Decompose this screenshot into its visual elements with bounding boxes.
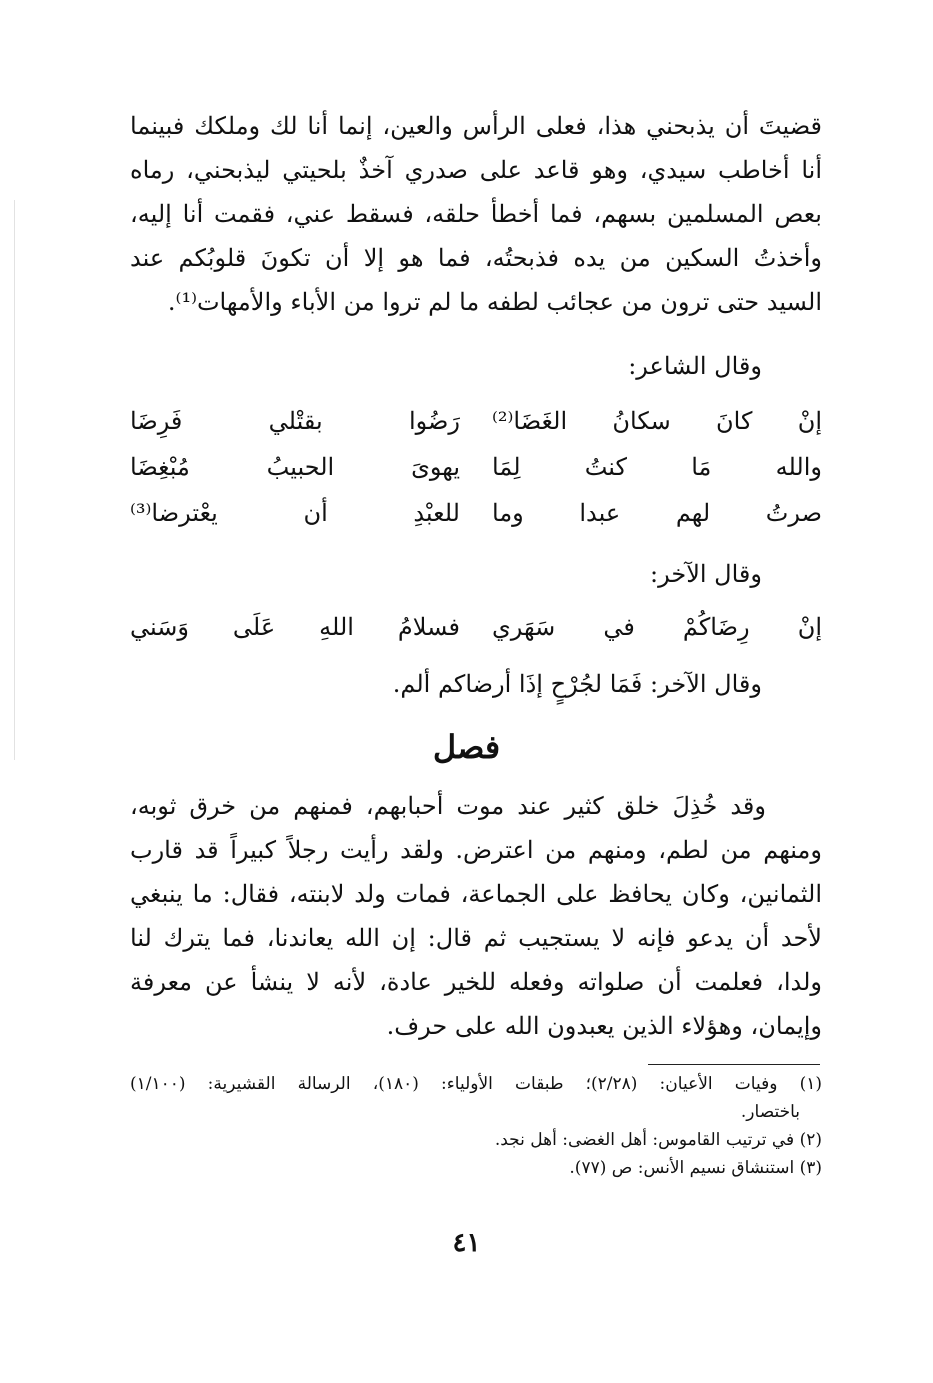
- paragraph-line: لأحد أن يدعو فإنه لا يستجيب ثم قال: إن الله يعاندنا، فما يترك لنا: [130, 924, 822, 952]
- verse-second-hemistich: يهوىَ الحبيبُ مُبْغِضَا: [130, 453, 460, 481]
- paragraph-line: ولدا، فعلمت أن صلواته وفعله للخير عادة، لأنه لا ينشأ عن معرفة: [130, 968, 822, 996]
- verse-row: [130, 398, 822, 444]
- verse-second-hemistich: للعبْدِ أن يعْترضا⁽³⁾: [130, 499, 460, 527]
- page-number: ٤١: [452, 1228, 481, 1258]
- poet-intro: وقال الشاعر:: [628, 352, 762, 380]
- verse-second-hemistich: فسلامُ اللهِ عَلَى وَسَني: [130, 613, 460, 641]
- other-intro-block: [130, 552, 822, 596]
- verse-first-hemistich: إنْ كانَ سكانُ الغَضَا⁽²⁾: [492, 407, 822, 435]
- verse-first-hemistich: والله مَا كنتُ لِمَا: [492, 453, 822, 481]
- poem-2: [130, 604, 822, 650]
- paragraph-line: وإيمان، وهؤلاء الذين يعبدون الله على حرف.: [386, 1012, 822, 1040]
- section-heading: فصل: [432, 728, 501, 766]
- verse-row: [130, 604, 822, 650]
- verse-row: [130, 490, 822, 536]
- verse-first-hemistich: صرتُ لهم عبدا وما: [492, 499, 822, 527]
- paragraph-1: [130, 104, 822, 324]
- footnote-divider: [648, 1064, 820, 1065]
- footnote: (٢) في ترتيب القاموس: أهل الغضى: أهل نجد.: [494, 1130, 822, 1150]
- other-line: وقال الآخر: فَمَا لجُرْحٍ إذَا أرضاكم ألم.: [392, 670, 762, 698]
- footnote-continuation: باختصار.: [740, 1102, 800, 1122]
- paragraph-line: وقد خُذِلَ خلق كثير عند موت أحبابهم، فمنهم من خرق ثوبه،: [130, 792, 766, 820]
- footnote: (٣) استنشاق نسيم الأنس: ص (٧٧).: [569, 1158, 822, 1178]
- paragraph-line: الثمانين، وكان يحافظ على الجماعة، فمات ولد لابنته، فقال: ما ينبغي: [130, 880, 822, 908]
- verse-row: [130, 444, 822, 490]
- paragraph-2: [130, 784, 822, 1048]
- paragraph-line: وأخذتُ السكين من يده فذبحتُه، فما هو إلا أن تكونَ قلوبُكم عند: [130, 244, 822, 272]
- footnote: (١) وفيات الأعيان: (٢/٢٨)؛ طبقات الأولياء: (١٨٠)، الرسالة القشيرية: (١/١٠٠): [130, 1074, 822, 1094]
- other-intro: وقال الآخر:: [650, 560, 762, 588]
- poem-1: [130, 398, 822, 536]
- paragraph-line: بعص المسلمين بسهم، فما أخطأ حلقه، فسقط عني، فقمت أنا إليه،: [130, 200, 822, 228]
- paragraph-line: ومنهم من لطم، ومنهم من اعترض. ولقد رأيت رجلاً كبيراً قد قارب: [130, 836, 822, 864]
- footnotes: [130, 1070, 822, 1182]
- verse-second-hemistich: رَضُوا بقتْلي فَرِضَا: [130, 407, 460, 435]
- verse-first-hemistich: إنْ رِضَاكُمْ في سَهَري: [492, 613, 822, 641]
- poet-intro-block: [130, 344, 822, 388]
- paragraph-line: السيد حتى ترون من عجائب لطفه ما لم تروا من الأباء والأمهات⁽¹⁾.: [167, 288, 822, 316]
- other-line-block: [130, 662, 822, 706]
- scan-margin-line: [14, 200, 15, 760]
- paragraph-line: قضيتَ أن يذبحني هذا، فعلى الرأس والعين، إنما أنا لك وملكك فبينما: [130, 112, 822, 140]
- paragraph-line: أنا أخاطب سيدي، وهو قاعد على صدري آخذٌ بلحيتي ليذبحني، رماه: [130, 156, 822, 184]
